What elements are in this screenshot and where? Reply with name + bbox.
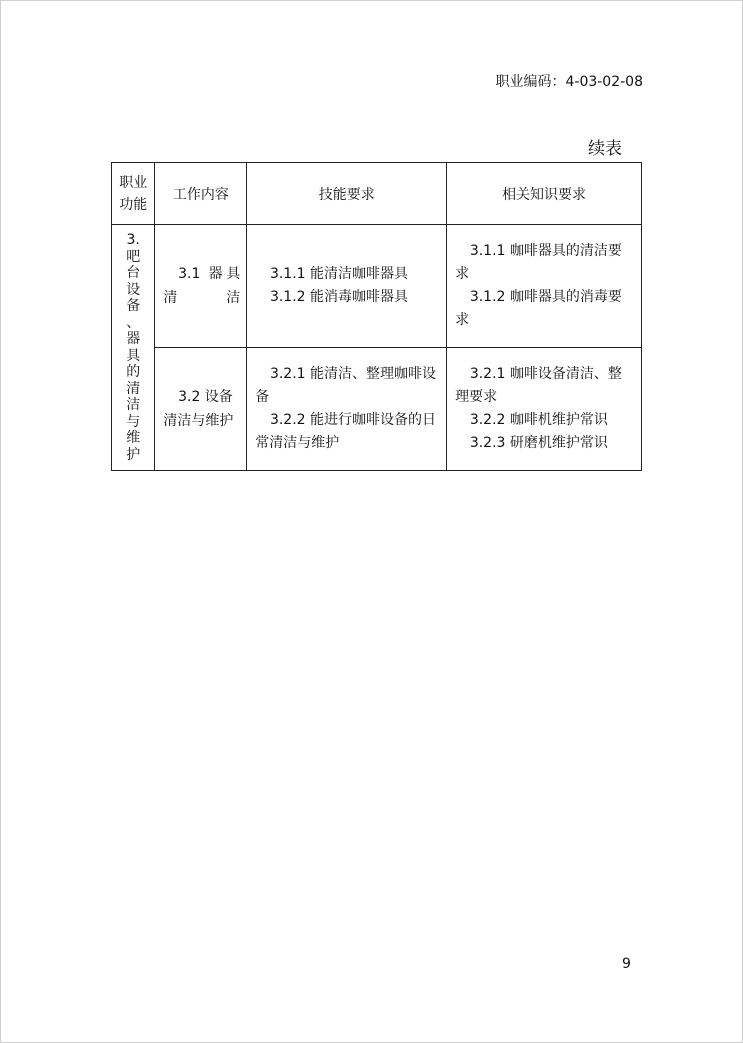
knowledge-cell [447,225,642,348]
function-title-char: 护 [126,446,141,463]
function-title [112,249,154,464]
table-header-row [112,163,642,225]
header-function: 职业功能 [112,163,155,225]
function-title-char: 清 [126,380,141,397]
function-title-char: 具 [126,347,141,364]
skill-item: 3.1.1 能清洁咖啡器具 [269,266,409,282]
knowledge-item: 3.2.2 咖啡机维护常识 [469,412,608,428]
table-row [112,225,642,348]
work-content-cell [155,225,247,348]
table-row [112,348,642,471]
skill-item: 3.1.2 能消毒咖啡器具 [269,289,409,305]
skills-cell [247,225,447,348]
work-content-text: 3.2 设备清洁与维护 [163,389,234,429]
function-title-char: 与 [126,413,141,430]
skill-item: 3.2.2 能进行咖啡设备的日常清洁与维护 [255,412,437,451]
knowledge-cell [447,348,642,471]
header-skill-requirements: 技能要求 [247,163,447,225]
knowledge-item: 3.2.3 研磨机维护常识 [469,435,608,451]
work-content-text: 3.1 器具清洁 [163,266,241,306]
knowledge-item: 3.1.2 咖啡器具的消毒要求 [455,289,622,328]
function-title-char: 吧 [126,248,141,265]
function-title-char: 台 [126,265,141,281]
header-work-content: 工作内容 [155,163,247,225]
function-title-char: 设 [126,281,141,298]
skills-table [111,162,642,471]
skills-cell [247,348,447,471]
page-number: 9 [622,956,631,972]
function-title-char: 维 [126,430,141,446]
occupation-code: 职业编码：4-03-02-08 [495,74,643,90]
function-cell [112,225,155,471]
skill-item: 3.2.1 能清洁、整理咖啡设备 [255,366,437,405]
function-title-char: 器 [126,331,141,347]
work-content-cell [155,348,247,471]
function-title-char: 、 [126,314,141,331]
function-title-char: 洁 [126,397,141,413]
function-number: 3. [126,232,140,248]
knowledge-item: 3.2.1 咖啡设备清洁、整理要求 [455,366,622,405]
function-title-char: 备 [126,298,141,314]
header-knowledge-requirements: 相关知识要求 [447,163,642,225]
continued-table-label: 续表 [588,139,622,159]
function-title-char: 的 [126,364,141,380]
knowledge-item: 3.1.1 咖啡器具的清洁要求 [455,243,622,282]
